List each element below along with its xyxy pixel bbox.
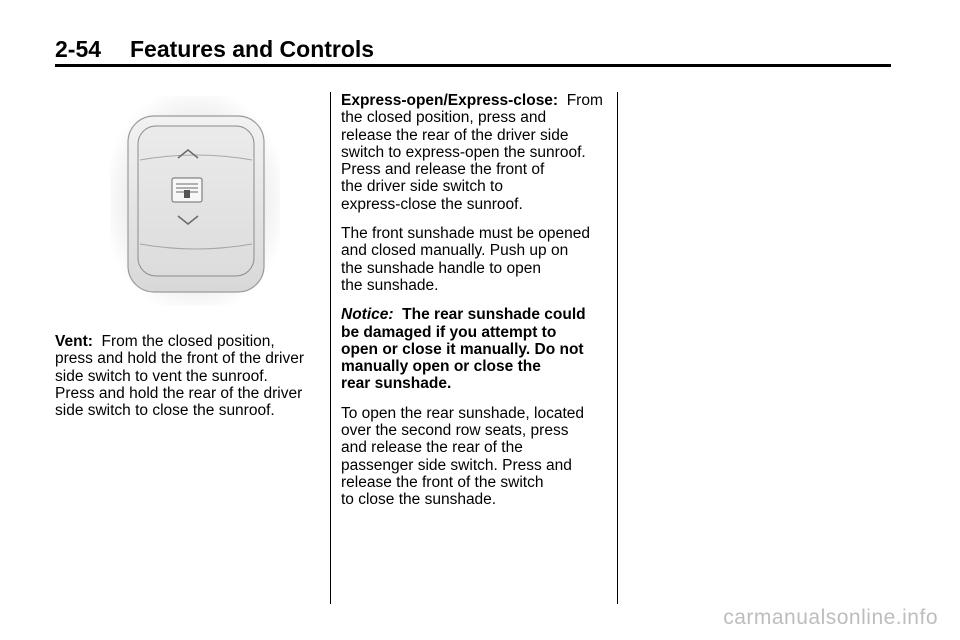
sunroof-switch-illustration	[110, 96, 280, 306]
right-column	[341, 92, 614, 521]
front-sunshade-paragraph	[341, 225, 614, 294]
text-line: and closed manually. Push up on	[341, 242, 569, 260]
header-rule	[55, 64, 891, 67]
page-header	[55, 36, 891, 66]
text-line: the sunshade.	[341, 276, 439, 294]
text-line: the sunshade handle to open	[341, 259, 541, 277]
text-line: From the closed position,	[101, 333, 275, 350]
text-line: side switch to close the sunroof.	[55, 402, 275, 420]
notice-line: manually open or close the	[341, 358, 541, 376]
section-title: Features and Controls	[130, 36, 375, 62]
text-line: From	[566, 92, 603, 109]
text-line: switch to express-open the sunroof.	[341, 143, 586, 161]
notice-line: rear sunshade.	[341, 375, 452, 393]
column-divider-left	[330, 92, 331, 604]
notice-paragraph	[341, 306, 614, 392]
notice-line: open or close it manually. Do not	[341, 340, 584, 358]
vent-paragraph	[55, 333, 325, 419]
text-line: to close the sunshade.	[341, 491, 497, 509]
vent-lead: Vent:	[55, 333, 93, 350]
text-line: the driver side switch to	[341, 178, 503, 196]
notice-line: be damaged if you attempt to	[341, 323, 557, 341]
text-line: express-close the sunroof.	[341, 195, 523, 213]
text-line: and release the rear of the	[341, 439, 523, 457]
text-line: side switch to vent the sunroof.	[55, 367, 268, 385]
express-lead: Express-open/Express-close:	[341, 92, 559, 109]
sunroof-switch-icon	[110, 96, 280, 306]
text-line: passenger side switch. Press and	[341, 456, 572, 474]
text-line: The front sunshade must be opened	[341, 225, 591, 243]
text-line: the closed position, press and	[341, 109, 547, 127]
rear-sunshade-paragraph	[341, 405, 614, 509]
text-line: release the rear of the driver side	[341, 126, 569, 144]
express-paragraph	[341, 92, 614, 213]
left-column	[55, 333, 325, 431]
notice-line: The rear sunshade could	[402, 306, 586, 324]
text-line: To open the rear sunshade, located	[341, 404, 585, 422]
watermark: carmanualsonline.info	[723, 606, 938, 629]
text-line: release the front of the switch	[341, 473, 544, 491]
text-line: Press and release the front of	[341, 161, 545, 179]
column-divider-right	[617, 92, 618, 604]
text-line: over the second row seats, press	[341, 422, 569, 440]
page-number: 2-54	[55, 36, 102, 62]
text-line: Press and hold the rear of the driver	[55, 384, 303, 402]
text-line: press and hold the front of the driver	[55, 350, 305, 368]
notice-label: Notice:	[341, 306, 394, 324]
